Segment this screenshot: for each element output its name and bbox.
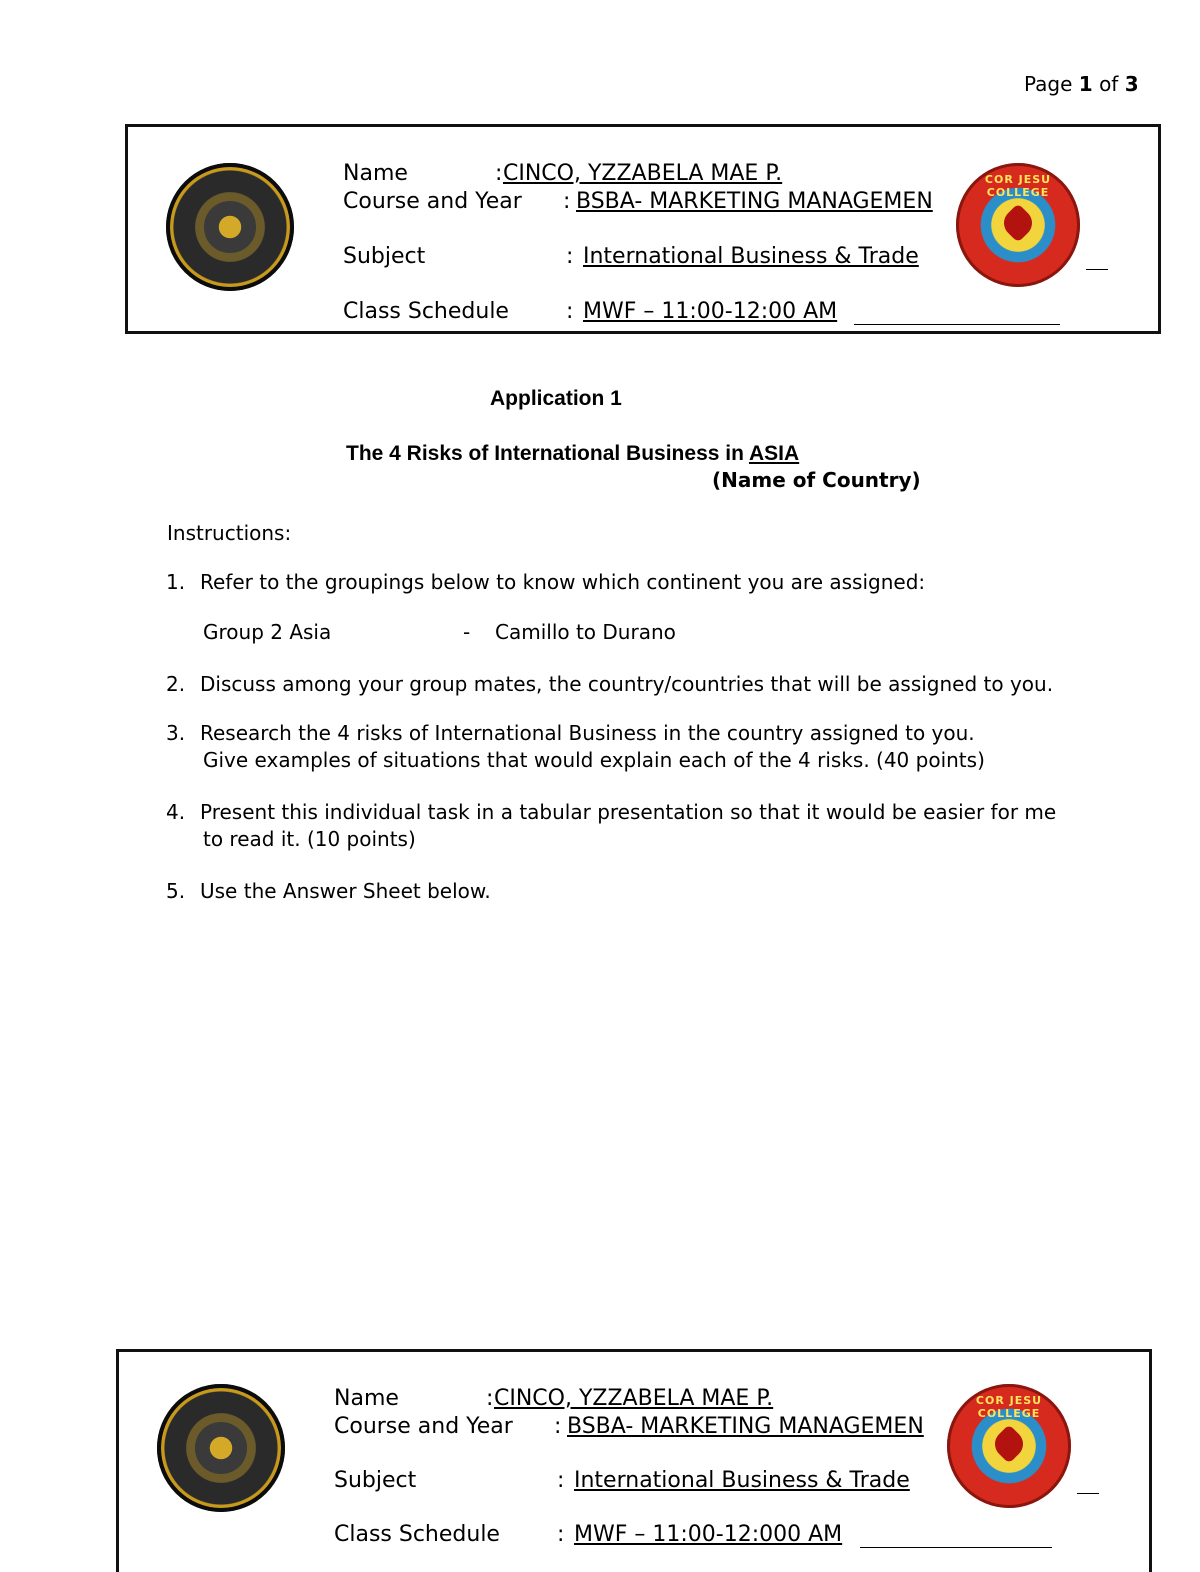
instruction-text: Give examples of situations that would explain each of the 4 risks. (40 points) (203, 748, 985, 772)
course-value: BSBA- MARKETING MANAGEMEN (567, 1414, 924, 1439)
accountancy-seal-icon (166, 163, 294, 291)
instructions-label: Instructions: (167, 521, 292, 545)
schedule-value: MWF – 11:00-12:00 AM (583, 299, 838, 324)
instruction-number: 2. (166, 672, 186, 696)
student-header-box: COR JESU COLLEGE Name : CINCO, YZZABELA MAE P. Course and Year : BSBA- MARKETING MANAGEMEN Subject : International Business & Trade Class Schedule : MWF – 11:00-12:000 AM (116, 1349, 1152, 1572)
group-members: Camillo to Durano (495, 620, 676, 644)
instruction-text: Present this individual task in a tabular presentation so that it would be easier for me (200, 800, 1057, 824)
document-heading: The 4 Risks of International Business in ASIA (346, 442, 800, 465)
subject-value: International Business & Trade (583, 244, 919, 269)
instruction-text: Research the 4 risks of International Business in the country assigned to you. (200, 721, 975, 745)
name-value: CINCO, YZZABELA MAE P. (503, 161, 783, 186)
subject-underline (1086, 269, 1108, 270)
page-number: Page 1 of 3 (1024, 72, 1139, 96)
cor-jesu-college-seal-icon: COR JESU COLLEGE (947, 1384, 1071, 1508)
instruction-text: Refer to the groupings below to know which continent you are assigned: (200, 570, 926, 594)
group-name: Group 2 Asia (203, 620, 332, 644)
cor-jesu-college-seal-icon: COR JESU COLLEGE (956, 163, 1080, 287)
instruction-number: 5. (166, 879, 186, 903)
course-value: BSBA- MARKETING MANAGEMEN (576, 189, 933, 214)
schedule-underline (854, 324, 1060, 325)
schedule-value: MWF – 11:00-12:000 AM (574, 1522, 843, 1547)
student-header-box: COR JESU COLLEGE Name : CINCO, YZZABELA MAE P. Course and Year : BSBA- MARKETING MANAGEMEN Subject : International Business & Trade Class Schedule : MWF – 11:00-12:00 AM (125, 124, 1161, 334)
instruction-text: Discuss among your group mates, the country/countries that will be assigned to you. (200, 672, 1054, 696)
schedule-underline (860, 1547, 1052, 1548)
instruction-text: Use the Answer Sheet below. (200, 879, 491, 903)
instruction-number: 1. (166, 570, 186, 594)
instruction-text: to read it. (10 points) (203, 827, 416, 851)
country-hint: (Name of Country) (712, 468, 921, 492)
accountancy-seal-icon (157, 1384, 285, 1512)
subject-underline (1077, 1493, 1099, 1494)
name-value: CINCO, YZZABELA MAE P. (494, 1386, 774, 1411)
instruction-number: 3. (166, 721, 186, 745)
subject-value: International Business & Trade (574, 1468, 910, 1493)
instruction-number: 4. (166, 800, 186, 824)
group-dash: - (463, 620, 471, 644)
document-title: Application 1 (490, 387, 622, 410)
region-name: ASIA (748, 442, 800, 465)
